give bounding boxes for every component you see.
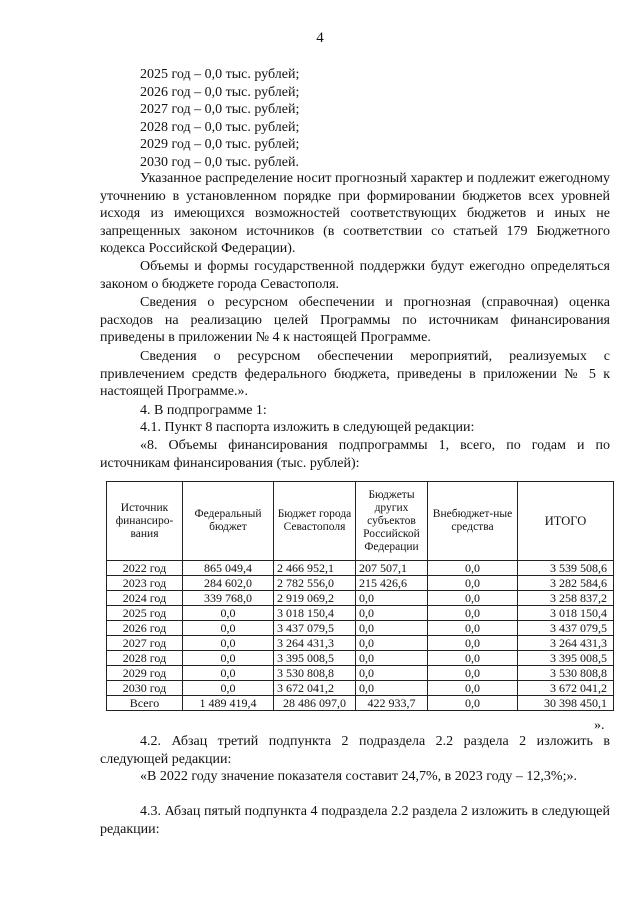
table-cell: Всего	[107, 696, 183, 711]
paragraph-financing-volumes: «8. Объемы финансирования подпрограммы 1, всего, по годам и по источникам финансирования (тыс. рублей):	[100, 438, 610, 471]
paragraph-item-4-1: 4.1. Пункт 8 паспорта изложить в следующей редакции:	[140, 420, 475, 435]
table-cell: 28 486 097,0	[274, 696, 356, 711]
table-cell: 2 919 069,2	[274, 591, 356, 606]
table-row	[107, 636, 614, 651]
paragraph-distribution-note: Указанное распределение носит прогнозный характер и подлежит ежегодному уточнению в установленном порядке при формировании бюджетов всех уровней исходя из имеющихся возможностей соответствующих бюджетов и иных не запрещенных законом источников (в соответствии со статьей 179 Бюджетного кодекса Российской Федерации).	[100, 171, 610, 257]
table-cell: 284 602,0	[183, 576, 274, 591]
table-cell: 0,0	[428, 636, 518, 651]
table-cell: 2029 год	[107, 666, 183, 681]
years-list-item: 2029 год – 0,0 тыс. рублей;	[140, 137, 300, 153]
table-cell: 30 398 450,1	[518, 696, 614, 711]
table-cell: 0,0	[183, 606, 274, 621]
paragraph-indicator-value: «В 2022 году значение показателя составит 24,7%, в 2023 году – 12,3%;».	[140, 769, 577, 784]
paragraph-subprogram-1: 4. В подпрограмме 1:	[140, 403, 267, 418]
table-cell: 2024 год	[107, 591, 183, 606]
table-cell: 865 049,4	[183, 561, 274, 576]
table-cell: 2 782 556,0	[274, 576, 356, 591]
header-other-subjects: Бюджеты других субъектов Российской Федерации	[356, 482, 428, 561]
table-cell: 0,0	[428, 576, 518, 591]
table-row	[107, 591, 614, 606]
paragraph-resource-appendix-4: Сведения о ресурсном обеспечении и прогнозная (справочная) оценка расходов на реализацию целей Программы по источникам финансирования приведены в приложении № 4 к настоящей Программе.	[100, 295, 610, 346]
header-extrabudgetary: Внебюджет-ные средства	[428, 482, 518, 561]
table-cell: 3 282 584,6	[518, 576, 614, 591]
table-cell: 0,0	[183, 651, 274, 666]
table-cell: 3 530 808,8	[274, 666, 356, 681]
years-list-item: 2025 год – 0,0 тыс. рублей;	[140, 67, 300, 82]
table-cell: 0,0	[428, 621, 518, 636]
table-cell: 2025 год	[107, 606, 183, 621]
table-cell: 339 768,0	[183, 591, 274, 606]
header-city: Бюджет города Севастополя	[274, 482, 356, 561]
years-list-item: 2030 год – 0,0 тыс. рублей.	[140, 154, 299, 170]
table-cell: 422 933,7	[356, 696, 428, 711]
table-cell: 3 672 041,2	[274, 681, 356, 696]
table-cell: 3 395 008,5	[274, 651, 356, 666]
table-cell: 0,0	[183, 621, 274, 636]
table-row	[107, 681, 614, 696]
years-list-item: 2026 год – 0,0 тыс. рублей;	[140, 84, 300, 100]
paragraph-item-4-2: 4.2. Абзац третий подпункта 2 подраздела 2.2 раздела 2 изложить в следующей редакции:	[100, 734, 610, 767]
table-cell: 2023 год	[107, 576, 183, 591]
table-row	[107, 606, 614, 621]
table-cell: 0,0	[428, 651, 518, 666]
header-source: Источник финансиро-вания	[107, 482, 183, 561]
table-cell: 3 264 431,3	[518, 636, 614, 651]
table-cell: 3 539 508,6	[518, 561, 614, 576]
table-cell: 3 264 431,3	[274, 636, 356, 651]
table-cell: 0,0	[428, 591, 518, 606]
table-cell: 0,0	[428, 666, 518, 681]
page-number: 4	[316, 30, 324, 46]
table-cell: 0,0	[356, 621, 428, 636]
table-cell: 0,0	[356, 606, 428, 621]
table-cell: 0,0	[356, 636, 428, 651]
table-cell: 3 530 808,8	[518, 666, 614, 681]
table-cell: 0,0	[356, 651, 428, 666]
table-cell: 0,0	[428, 561, 518, 576]
table-cell: 2026 год	[107, 621, 183, 636]
table-row	[107, 561, 614, 576]
table-cell: 0,0	[356, 681, 428, 696]
table-row	[107, 621, 614, 636]
table-row	[107, 666, 614, 681]
table-cell: 3 018 150,4	[274, 606, 356, 621]
table-cell: 0,0	[428, 696, 518, 711]
table-cell: 1 489 419,4	[183, 696, 274, 711]
table-cell: 2022 год	[107, 561, 183, 576]
table-cell: 3 018 150,4	[518, 606, 614, 621]
table-cell: 2027 год	[107, 636, 183, 651]
years-list-item: 2027 год – 0,0 тыс. рублей;	[140, 102, 300, 118]
table-cell: 0,0	[428, 606, 518, 621]
paragraph-resource-appendix-5: Сведения о ресурсном обеспечении мероприятий, реализуемых с привлечением средств федерального бюджета, приведены в приложении № 5 к настоящей Программе.».	[100, 349, 610, 400]
table-cell: 2 466 952,1	[274, 561, 356, 576]
table-cell: 0,0	[356, 591, 428, 606]
table-header-row	[107, 482, 614, 561]
table-cell: 0,0	[183, 666, 274, 681]
table-row-total	[107, 696, 614, 711]
table-cell: 215 426,6	[356, 576, 428, 591]
table-cell: 3 672 041,2	[518, 681, 614, 696]
table-cell: 3 258 837,2	[518, 591, 614, 606]
table-row	[107, 651, 614, 666]
paragraph-state-support: Объемы и формы государственной поддержки будут ежегодно определяться законом о бюджете города Севастополя.	[100, 259, 610, 292]
table-cell: 0,0	[428, 681, 518, 696]
closing-quote-mark: ».	[594, 718, 605, 733]
table-cell: 0,0	[183, 636, 274, 651]
paragraph-item-4-3: 4.3. Абзац пятый подпункта 4 подраздела 2.2 раздела 2 изложить в следующей редакции:	[100, 804, 610, 837]
table-cell: 0,0	[183, 681, 274, 696]
table-row	[107, 576, 614, 591]
header-total: ИТОГО	[518, 482, 614, 561]
table-cell: 207 507,1	[356, 561, 428, 576]
table-cell: 3 437 079,5	[518, 621, 614, 636]
years-list	[140, 66, 299, 172]
table-cell: 0,0	[356, 666, 428, 681]
years-list-item: 2028 год – 0,0 тыс. рублей;	[140, 119, 300, 135]
header-federal: Федеральный бюджет	[183, 482, 274, 561]
table-cell: 2028 год	[107, 651, 183, 666]
financing-table	[106, 481, 614, 711]
table-cell: 2030 год	[107, 681, 183, 696]
table-cell: 3 437 079,5	[274, 621, 356, 636]
table-cell: 3 395 008,5	[518, 651, 614, 666]
